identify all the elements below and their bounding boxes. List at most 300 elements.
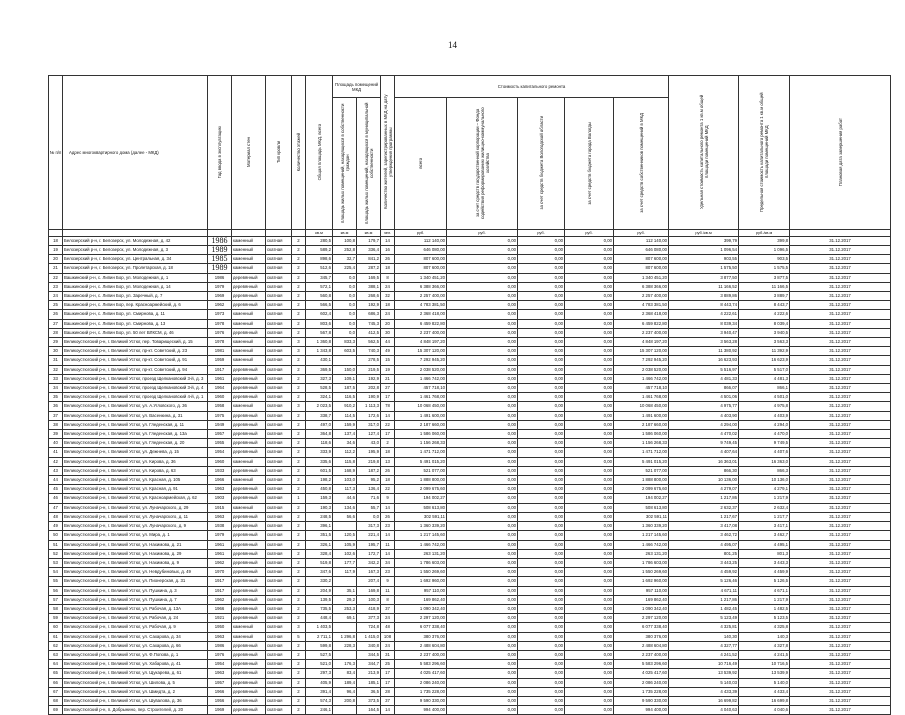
table-cell: 1979	[208, 531, 232, 540]
table-cell: 39	[49, 430, 63, 439]
table-cell: 100,3	[357, 595, 381, 604]
table-cell: 48	[381, 623, 395, 632]
table-cell: 2	[292, 706, 306, 715]
table-cell: 2 023,5	[306, 402, 333, 411]
table-cell: 55,7	[357, 503, 381, 512]
table-cell: 1976	[208, 650, 232, 659]
table-cell: Великоустюгский р-н, г. Великий Устюг, ул. Пионерская, д. 31	[63, 577, 208, 586]
table-cell: 28	[49, 328, 63, 337]
table-cell: 5 516,97	[669, 365, 739, 374]
table-cell: 150,0	[333, 365, 357, 374]
table-cell: 521 077,00	[614, 466, 669, 475]
table-cell: 0,00	[447, 476, 518, 485]
table-cell: 1 217,86	[669, 595, 739, 604]
table-cell: 2 099 675,60	[395, 485, 447, 494]
table-cell: 833,3	[333, 338, 357, 347]
table-cell: 4 241,52	[669, 650, 739, 659]
table-cell: 0,00	[518, 485, 565, 494]
table-cell: Великоустюгский р-н, г. Великий Устюг, ул. Рабочая, д. 9	[63, 623, 208, 632]
table-cell: 344,5	[357, 650, 381, 659]
table-cell: 1956	[208, 696, 232, 705]
table-cell: 16 623,9	[739, 356, 790, 365]
table-cell: 0,00	[447, 485, 518, 494]
table-cell: 219,5	[357, 365, 381, 374]
table-cell: скатная	[266, 264, 292, 273]
table-cell: 519,8	[306, 558, 333, 567]
table-cell: 34	[49, 384, 63, 393]
table-cell: 0,00	[518, 641, 565, 650]
table-cell: 4 671,11	[669, 586, 739, 595]
table-cell: 2	[292, 374, 306, 383]
table-cell: скатная	[266, 706, 292, 715]
table-cell: 95,2	[357, 476, 381, 485]
table-cell: 380 376,00	[395, 632, 447, 641]
table-cell: 1986	[208, 641, 232, 650]
table-cell: 0,00	[518, 319, 565, 328]
table-cell: 1 692 960,00	[614, 577, 669, 586]
table-cell: деревянный	[232, 485, 266, 494]
table-cell: 724,8	[357, 623, 381, 632]
table-cell: каменный	[232, 503, 266, 512]
table-cell: деревянный	[232, 494, 266, 503]
table-cell: 16 363,0	[739, 457, 790, 466]
table-row	[49, 494, 891, 503]
table-row	[49, 641, 891, 650]
table-cell: 0,00	[518, 660, 565, 669]
table-row	[49, 264, 891, 273]
table-cell: 11 166,52	[669, 282, 739, 291]
table-cell: 31.12.2017	[790, 540, 891, 549]
table-cell: 3 889,86	[669, 292, 739, 301]
table-cell: 15 307 120,00	[395, 347, 447, 356]
table-cell: 0,00	[565, 430, 614, 439]
table-cell: 280,5	[306, 236, 333, 245]
table-row	[49, 476, 891, 485]
table-cell: 3 443,25	[669, 558, 739, 567]
table-cell: 11 380,92	[669, 347, 739, 356]
table-cell: деревянный	[232, 393, 266, 402]
table-cell: деревянный	[232, 273, 266, 282]
table-cell: 0,00	[447, 246, 518, 255]
table-cell: 31.12.2017	[790, 485, 891, 494]
table-cell: 102,6	[333, 549, 357, 558]
table-cell: 957 110,00	[614, 586, 669, 595]
table-cell: Вашкинский р-н, с. Липин Бор, ул. Смирнова, д. 11	[63, 310, 208, 319]
table-cell: 4 495,07	[669, 540, 739, 549]
table-cell: 0,00	[565, 264, 614, 273]
table-cell: 5 123,5	[739, 614, 790, 623]
table-row	[49, 604, 891, 613]
table-cell: 4 470,02	[669, 430, 739, 439]
table-cell: 192,9	[357, 374, 381, 383]
table-cell: 0,00	[565, 641, 614, 650]
table-row	[49, 448, 891, 457]
table-cell: 0,00	[518, 632, 565, 641]
table-cell: 185,1	[357, 678, 381, 687]
table-cell: 187,5	[333, 384, 357, 393]
table-cell: 364,8	[306, 430, 333, 439]
table-row	[49, 374, 891, 383]
table-cell: 45	[49, 485, 63, 494]
table-cell: 4 025 417,60	[395, 669, 447, 678]
table-cell: каменный	[232, 319, 266, 328]
table-cell: 0,00	[565, 301, 614, 310]
table-cell: 0,00	[565, 595, 614, 604]
table-cell: 0,00	[447, 568, 518, 577]
table-cell: 24	[49, 292, 63, 301]
table-row	[49, 540, 891, 549]
table-cell: 903,55	[669, 255, 739, 264]
table-cell: 8	[381, 595, 395, 604]
table-cell: 1 217,67	[669, 512, 739, 521]
table-cell: 23	[381, 568, 395, 577]
table-cell: Великоустюгский р-н, г. Великий Устюг, ул. Шмидта, д. 2	[63, 687, 208, 696]
header-area-group: Площадь помещений МКД	[333, 76, 381, 98]
table-cell: скатная	[266, 457, 292, 466]
unit-cell: руб./кв.м	[739, 230, 790, 237]
table-cell: 2 099 675,60	[614, 485, 669, 494]
table-cell: 53	[49, 558, 63, 567]
table-cell: 46	[49, 494, 63, 503]
table-cell: Великоустюгский р-н, г. Великий Устюг, ул. Сахарова, д. 66	[63, 641, 208, 650]
table-cell: 2	[292, 246, 306, 255]
table-cell: скатная	[266, 540, 292, 549]
table-cell: 0,00	[565, 356, 614, 365]
table-cell	[333, 356, 357, 365]
table-cell: каменный	[232, 255, 266, 264]
table-cell: 1963	[208, 512, 232, 521]
table-cell: 62	[49, 641, 63, 650]
table-cell: 521 077,00	[395, 466, 447, 475]
table-cell: 302 591,11	[614, 512, 669, 521]
table-cell: Великоустюгский р-н, г. Великий Устюг, ул. Пушкина, д. 3	[63, 586, 208, 595]
table-cell: 521,0	[306, 660, 333, 669]
table-cell: 1917	[208, 365, 232, 374]
table-cell: 140,30	[669, 632, 739, 641]
table-cell: 1 343,8	[306, 347, 333, 356]
table-cell: 0,00	[565, 586, 614, 595]
table-cell: 0,00	[565, 614, 614, 623]
table-cell: деревянный	[232, 512, 266, 521]
table-cell: 0,00	[447, 420, 518, 429]
table-cell: 64	[49, 660, 63, 669]
header-residents: Количество жителей, зарегистрированных в МКД на дату утверждения программы	[381, 76, 395, 230]
table-row	[49, 430, 891, 439]
table-cell: 252,8	[333, 246, 357, 255]
table-cell: скатная	[266, 236, 292, 245]
table-cell: скатная	[266, 374, 292, 383]
table-cell: деревянный	[232, 660, 266, 669]
table-cell: 228,3	[333, 641, 357, 650]
table-cell: 396,1	[306, 522, 333, 531]
table-cell: Великоустюгский р-н, г. Великий Устюг, ул. Шилова, д. 5	[63, 678, 208, 687]
table-cell: 246,1	[306, 706, 333, 715]
table-cell: 1903	[208, 494, 232, 503]
table-cell: 4 241,5	[739, 650, 790, 659]
table-cell: 2 368 418,00	[395, 310, 447, 319]
table-cell: 0,00	[518, 706, 565, 715]
table-cell: 1 296,8	[333, 632, 357, 641]
table-row	[49, 328, 891, 337]
table-cell: 0,00	[565, 374, 614, 383]
table-cell: 335,6	[306, 457, 333, 466]
table-cell: каменный	[232, 356, 266, 365]
table-cell: 159,9	[333, 420, 357, 429]
table-cell: 26	[381, 512, 395, 521]
table-cell: скатная	[266, 669, 292, 678]
table-cell: Белозерский р-н, г. Белозерск, ул. Молодежная, д. 42	[63, 236, 208, 245]
table-cell: 34	[381, 558, 395, 567]
table-cell: 2	[292, 660, 306, 669]
table-cell: скатная	[266, 494, 292, 503]
table-cell: 67	[49, 687, 63, 696]
table-cell: 167,3	[357, 568, 381, 577]
table-cell: 345,7	[306, 273, 333, 282]
table-cell: Великоустюгский р-н, г. Великий Устюг, ул. Кирова, д. 36	[63, 457, 208, 466]
table-cell: 2 187 660,00	[395, 420, 447, 429]
table-cell: 1915	[208, 503, 232, 512]
table-cell: 0,00	[565, 476, 614, 485]
table-row	[49, 236, 891, 245]
table-cell: 0,00	[447, 558, 518, 567]
table-cell: 1917	[208, 586, 232, 595]
table-cell: 1 491 600,00	[395, 411, 447, 420]
table-cell: 0,00	[565, 494, 614, 503]
table-cell: Великоустюгский р-н, г. Великий Устюг, ул. Гледенская, д. 20	[63, 439, 208, 448]
table-cell: 3 889,7	[739, 292, 790, 301]
unit-cell: руб.	[395, 230, 447, 237]
header-cost-city: за счет средств бюджета города Вологды	[565, 98, 614, 230]
table-cell: 48	[49, 512, 63, 521]
table-cell: 5 583 296,60	[395, 660, 447, 669]
table-cell: 31.12.2017	[790, 466, 891, 475]
table-cell: 2 187 660,00	[614, 420, 669, 429]
table-cell: 903,5	[739, 255, 790, 264]
table-cell: 4 975,8	[739, 402, 790, 411]
table-cell: 16 699,8	[739, 696, 790, 705]
table-cell: 1962	[208, 558, 232, 567]
table-cell: 1975	[208, 411, 232, 420]
table-cell: 1986	[208, 236, 232, 245]
table-cell: 399,79	[669, 236, 739, 245]
table-cell: 0,00	[565, 439, 614, 448]
table-cell: 1 113,3	[357, 402, 381, 411]
table-cell: 3	[292, 402, 306, 411]
table-cell: 0,00	[518, 540, 565, 549]
table-cell: 6 077 338,40	[395, 623, 447, 632]
table-cell: Белозерский р-н, г. Белозерск, ул. Молодежная, д. 3	[63, 246, 208, 255]
header-address: Адрес многоквартирного дома (далее - МКД)	[63, 76, 208, 230]
table-cell: 0,00	[447, 577, 518, 586]
table-cell: 0,00	[565, 310, 614, 319]
table-cell: Великоустюгский р-н, г. Великий Устюг, пр-кт. Советский, д. 23	[63, 347, 208, 356]
table-cell: 4 040,6	[739, 706, 790, 715]
table-cell: скатная	[266, 411, 292, 420]
table-cell: скатная	[266, 595, 292, 604]
table-cell: 24	[381, 310, 395, 319]
table-cell: 27	[381, 384, 395, 393]
table-cell: 8 443,7	[739, 301, 790, 310]
table-cell: 221,4	[357, 531, 381, 540]
table-cell: 3	[292, 338, 306, 347]
table-cell: 0,00	[447, 338, 518, 347]
table-cell: 1 482,45	[669, 604, 739, 613]
table-cell: 317,3	[357, 522, 381, 531]
header-wall-material: Материал стен	[232, 76, 266, 230]
table-cell: 117,3	[333, 485, 357, 494]
table-cell: 508 613,80	[395, 503, 447, 512]
table-cell: 14	[381, 411, 395, 420]
table-cell: 4 327,77	[669, 641, 739, 650]
header-total-area: Общая площадь МКД, всего	[306, 76, 333, 230]
table-cell: 5 491 015,20	[395, 457, 447, 466]
table-cell: 31	[381, 650, 395, 659]
table-cell: 0,00	[447, 531, 518, 540]
table-cell: 172,7	[357, 549, 381, 558]
table-cell: 0,00	[518, 503, 565, 512]
table-cell: 31.12.2017	[790, 568, 891, 577]
table-cell: 2 038 520,00	[395, 365, 447, 374]
table-cell: 4 325,8	[739, 623, 790, 632]
table-cell: каменный	[232, 402, 266, 411]
table-cell: 31.12.2017	[790, 448, 891, 457]
table-cell: Великоустюгский р-н, г. Великий Устюг, ул. Ф.Попова, д. 1	[63, 650, 208, 659]
table-cell: 10 716,49	[669, 660, 739, 669]
table-cell: 0,00	[518, 365, 565, 374]
table-cell: 5 140,03	[669, 678, 739, 687]
table-cell: 42	[49, 457, 63, 466]
table-row	[49, 531, 891, 540]
table-cell: 646 080,00	[395, 246, 447, 255]
table-cell: каменный	[232, 347, 266, 356]
table-cell: 527,5	[306, 650, 333, 659]
table-cell: 2	[292, 448, 306, 457]
table-cell: 9 590 330,00	[395, 696, 447, 705]
table-cell: 8 039,4	[739, 319, 790, 328]
table-cell: 508 613,80	[614, 503, 669, 512]
table-cell: 1 217 145,60	[614, 531, 669, 540]
unit-cell: руб.	[447, 230, 518, 237]
table-cell: 1966	[208, 476, 232, 485]
table-cell: Великоустюгский р-н, г. Великий Устюг, ул. Нахимова, д. 21	[63, 540, 208, 549]
table-cell: 0,00	[565, 319, 614, 328]
table-cell: 0,00	[447, 264, 518, 273]
table-cell: 0,00	[565, 273, 614, 282]
table-cell: 0,00	[447, 282, 518, 291]
table-cell: 57	[49, 595, 63, 604]
header-unit-cost: Удельная стоимость капитального ремонта 1 кв.м общей площади помещений МКД	[669, 76, 739, 230]
table-cell: 1 156 268,33	[614, 439, 669, 448]
table-cell: скатная	[266, 522, 292, 531]
table-cell: 0,00	[447, 439, 518, 448]
table-cell: 0,00	[447, 384, 518, 393]
table-cell: 31.12.2017	[790, 338, 891, 347]
table-cell: 30	[381, 328, 395, 337]
table-cell: 31.12.2017	[790, 255, 891, 264]
table-cell: 51	[49, 540, 63, 549]
header-owned-area: площадь жилых помещений, находящихся в собственности граждан	[333, 98, 357, 230]
table-cell: 0,00	[518, 494, 565, 503]
table-cell: 6 077 338,40	[614, 623, 669, 632]
table-row	[49, 614, 891, 623]
table-cell: 0,00	[447, 448, 518, 457]
table-cell: 1 471 712,00	[614, 448, 669, 457]
table-cell: 2	[292, 301, 306, 310]
table-cell: 26	[381, 255, 395, 264]
table-row	[49, 660, 891, 669]
table-cell: 52	[49, 549, 63, 558]
table-cell: 2	[292, 641, 306, 650]
table-cell: 194 002,27	[395, 494, 447, 503]
table-cell: 0,0	[333, 319, 357, 328]
table-cell: деревянный	[232, 301, 266, 310]
table-cell: 120,5	[333, 531, 357, 540]
table-cell: Вашкинский р-н, с. Липин Бор, ул. Молодежная, д. 14	[63, 282, 208, 291]
table-cell: 0,00	[565, 485, 614, 494]
table-cell: 11 166,5	[739, 282, 790, 291]
table-cell: 4 407,64	[669, 448, 739, 457]
table-cell: 136,4	[357, 485, 381, 494]
table-cell: 31.12.2017	[790, 347, 891, 356]
table-cell: деревянный	[232, 558, 266, 567]
table-row	[49, 411, 891, 420]
table-cell: каменный	[232, 264, 266, 273]
table-cell: 2	[292, 614, 306, 623]
table-cell: 1954	[208, 660, 232, 669]
table-cell: деревянный	[232, 687, 266, 696]
table-cell: скатная	[266, 292, 292, 301]
table-cell: 47	[49, 503, 63, 512]
table-cell: 4 501,0	[739, 393, 790, 402]
table-cell: 2	[292, 236, 306, 245]
table-cell: 1976	[208, 328, 232, 337]
table-cell: 36,5	[357, 687, 381, 696]
table-cell: 1 888 800,00	[395, 476, 447, 485]
table-cell: 448,4	[306, 614, 333, 623]
table-cell: Белозерский р-н, г. Белозерск, ул. Центральная, д. 34	[63, 255, 208, 264]
table-cell: 5 517,0	[739, 365, 790, 374]
table-cell: 4 783 381,50	[395, 301, 447, 310]
table-cell: 44	[381, 338, 395, 347]
table-cell: 2	[292, 650, 306, 659]
table-cell: Великоустюгский р-н, г. Великий Устюг, ул. Луначарского, д. 11	[63, 512, 208, 521]
table-cell: 0,00	[565, 623, 614, 632]
table-cell: 21	[381, 374, 395, 383]
unit-cell: руб.	[565, 230, 614, 237]
table-cell: 31.12.2017	[790, 595, 891, 604]
table-cell: 1 735 228,00	[614, 687, 669, 696]
table-cell: 168,9	[333, 466, 357, 475]
table-cell: 31.12.2017	[790, 503, 891, 512]
table-cell: 8 039,34	[669, 319, 739, 328]
table-cell: 2	[292, 264, 306, 273]
table-cell: 0,00	[518, 678, 565, 687]
table-cell: деревянный	[232, 678, 266, 687]
table-cell: 204,9	[306, 586, 333, 595]
table-cell: скатная	[266, 586, 292, 595]
table-cell: 497,0	[306, 420, 333, 429]
table-cell: 10 136,0	[739, 476, 790, 485]
table-cell: 172,6	[357, 411, 381, 420]
table-cell: 31.12.2017	[790, 577, 891, 586]
table-cell: 23	[49, 282, 63, 291]
table-cell: 96,4	[333, 687, 357, 696]
table-cell: 528,5	[306, 384, 333, 393]
table-cell: 0,00	[518, 347, 565, 356]
table-cell: 31.12.2017	[790, 678, 891, 687]
table-cell: 22	[49, 273, 63, 282]
table-cell: 4 403,9	[739, 411, 790, 420]
